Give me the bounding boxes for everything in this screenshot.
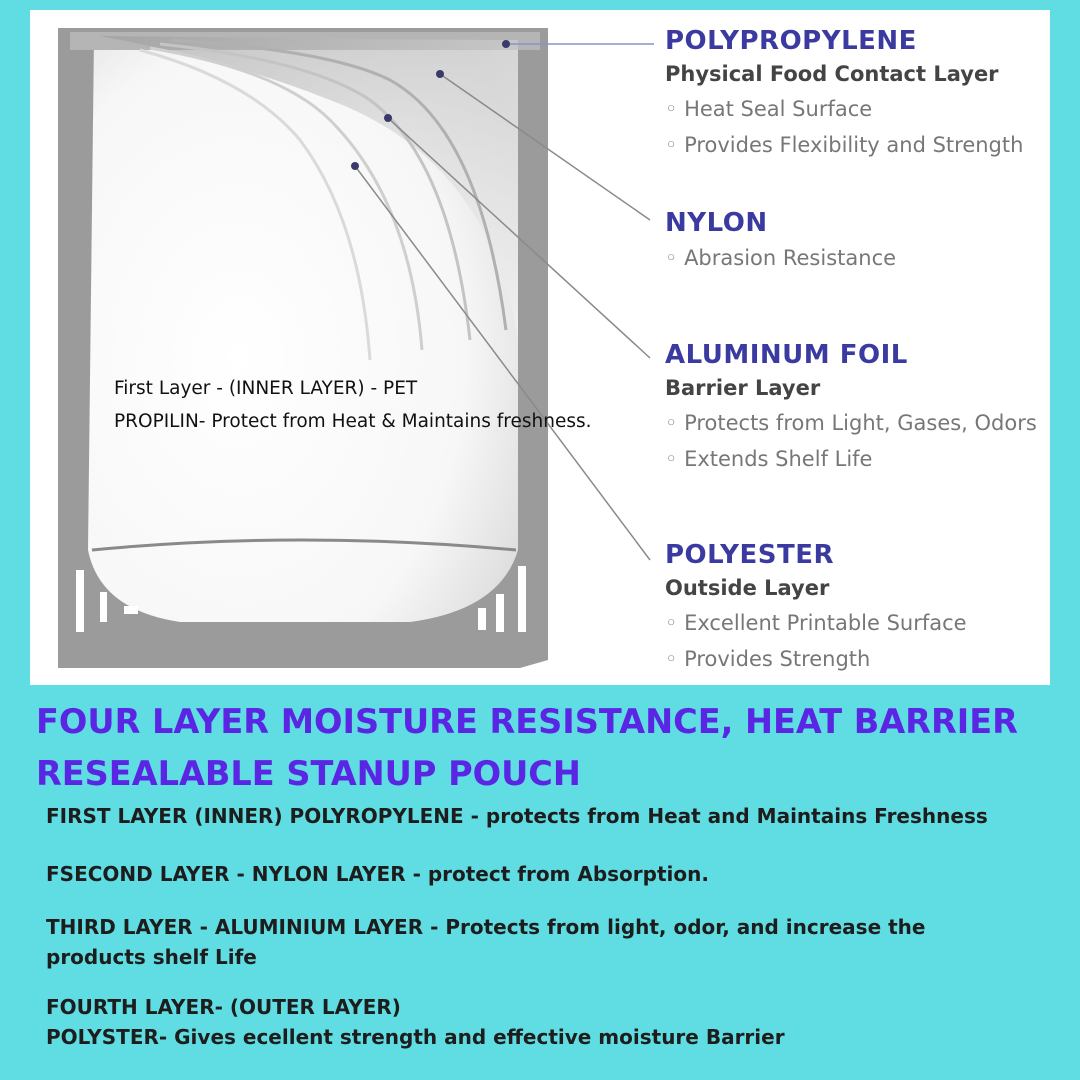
leader-dot xyxy=(502,40,510,48)
bottom-mark xyxy=(496,594,504,632)
leader-dot xyxy=(384,114,392,122)
layer-label-aluminum-foil xyxy=(665,338,1037,477)
headline-line: FOUR LAYER MOISTURE RESISTANCE, HEAT BARRIER xyxy=(36,702,1018,741)
leader-dot xyxy=(351,162,359,170)
layer-bullet: ◦ Protects from Light, Gases, Odors xyxy=(665,405,1037,441)
layer-bullet: ◦ Excellent Printable Surface xyxy=(665,605,967,641)
layer-bullet: ◦ Provides Flexibility and Strength xyxy=(665,127,1023,163)
detail-line: THIRD LAYER - ALUMINIUM LAYER - Protects from light, odor, and increase the xyxy=(46,915,926,939)
layer-diagram-panel xyxy=(30,10,1050,685)
headline xyxy=(36,696,1046,800)
layer-bullet: ◦ Provides Strength xyxy=(665,641,967,677)
layer-name: ALUMINUM FOIL xyxy=(665,340,908,370)
detail-item-third-layer xyxy=(46,912,1036,972)
layer-name: POLYPROPYLENE xyxy=(665,26,917,56)
caption-line: PROPILIN- Protect from Heat & Maintains freshness. xyxy=(114,411,592,432)
layer-label-polypropylene xyxy=(665,24,1023,163)
layer-subtitle: Outside Layer xyxy=(665,576,830,600)
bottom-mark xyxy=(478,608,486,630)
detail-line: FSECOND LAYER - NYLON LAYER - protect from Absorption. xyxy=(46,862,709,886)
layer-subtitle: Physical Food Contact Layer xyxy=(665,62,999,86)
detail-item-first-layer xyxy=(46,801,1036,831)
detail-line: FOURTH LAYER- (OUTER LAYER) xyxy=(46,995,401,1019)
leader-dot xyxy=(436,70,444,78)
bottom-mark xyxy=(76,570,84,632)
detail-item-second-layer xyxy=(46,859,1036,889)
layer-bullet: ◦ Extends Shelf Life xyxy=(665,441,1037,477)
detail-line: FIRST LAYER (INNER) POLYROPYLENE - protects from Heat and Maintains Freshness xyxy=(46,804,988,828)
inner-layer-caption xyxy=(114,372,592,438)
headline-line: RESEALABLE STANUP POUCH xyxy=(36,754,581,793)
caption-line: First Layer - (INNER LAYER) - PET xyxy=(114,378,418,399)
detail-line: POLYSTER- Gives ecellent strength and effective moisture Barrier xyxy=(46,1025,785,1049)
layer-subtitle: Barrier Layer xyxy=(665,376,821,400)
detail-item-fourth-layer xyxy=(46,992,1036,1052)
layer-label-polyester xyxy=(665,538,967,677)
layer-bullet: ◦ Heat Seal Surface xyxy=(665,91,1023,127)
bottom-mark xyxy=(518,566,526,632)
detail-line: products shelf Life xyxy=(46,945,257,969)
layer-bullet: ◦ Abrasion Resistance xyxy=(665,240,896,276)
bottom-mark xyxy=(100,592,107,622)
layer-name: NYLON xyxy=(665,208,768,238)
layer-label-nylon xyxy=(665,206,896,276)
layer-name: POLYESTER xyxy=(665,540,835,570)
bottom-mark xyxy=(124,606,138,614)
